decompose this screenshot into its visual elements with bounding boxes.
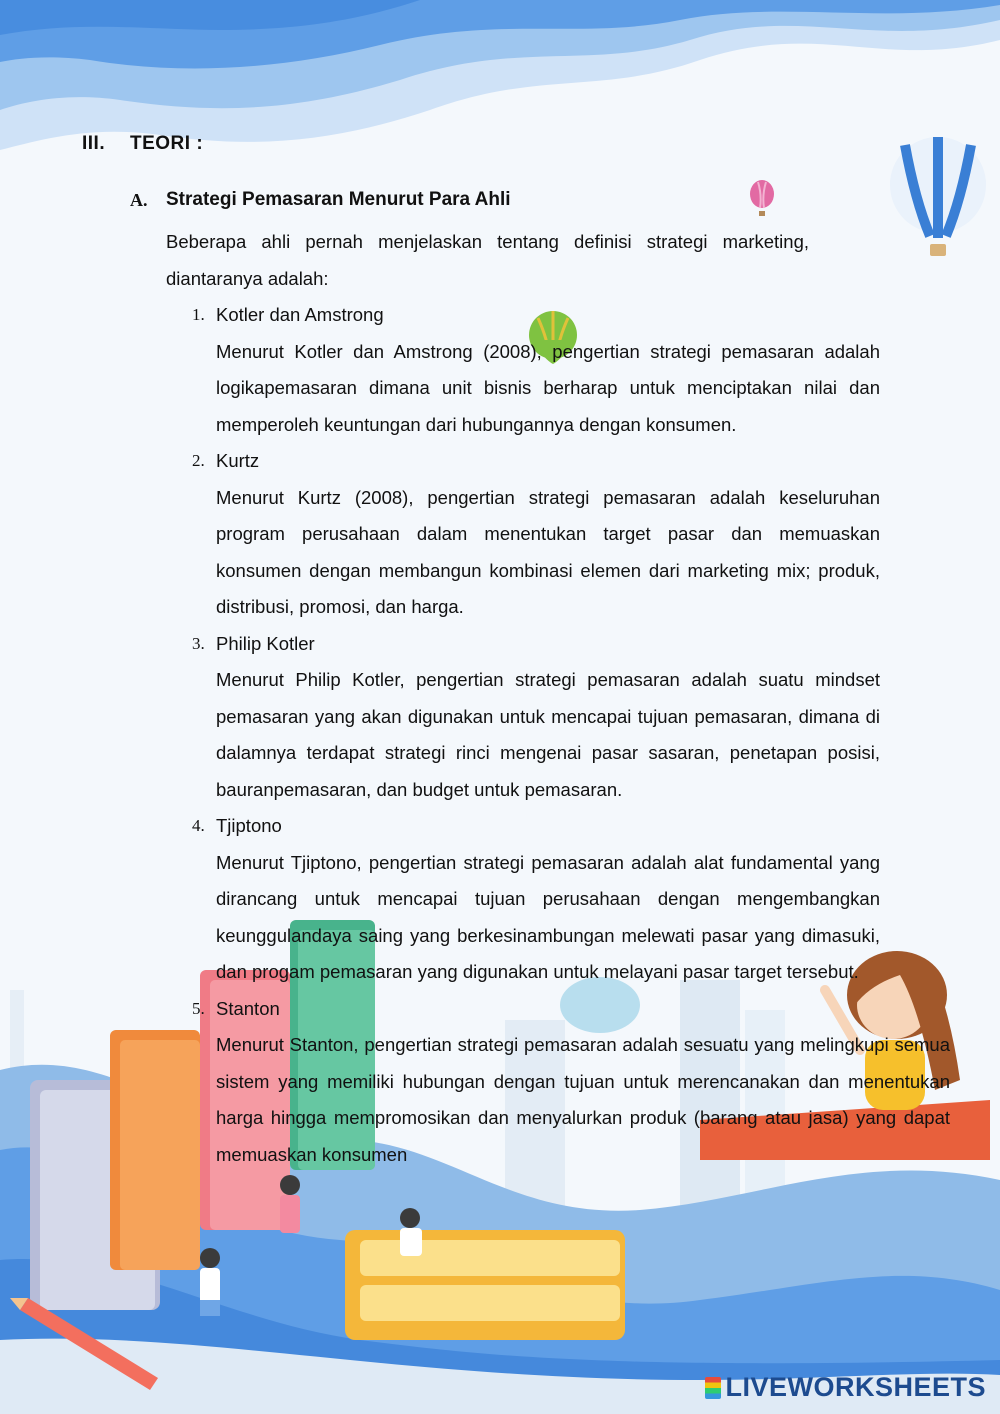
section-number: III.	[82, 133, 106, 154]
item-number: 2.	[192, 451, 205, 470]
watermark-text: LIVEWORKSHEETS	[725, 1372, 986, 1402]
item-number: 1.	[192, 305, 205, 324]
item-description: Menurut Kotler dan Amstrong (2008), pengertian strategi pemasaran adalah logikapemasaran dimana unit bisnis berharap untuk menciptakan nilai dan memperoleh keuntungan dari hubungannya dengan konsumen.	[216, 340, 880, 435]
item-number: 3.	[192, 633, 205, 653]
section-heading	[82, 133, 203, 155]
item-description: Menurut Tjiptono, pengertian strategi pemasaran adalah alat fundamental yang dirancang untuk mencapai tujuan perusahaan dengan mengembangkan keunggulandaya saing yang berkesinambungan melewati pasar yang dimasuki, dan progam pemasaran yang digunakan untuk melayani pasar target tersebut.	[216, 851, 880, 982]
list-item	[192, 297, 880, 443]
item-description: Menurut Stanton, pengertian strategi pemasaran adalah sesuatu yang melingkupi semua sistem yang memiliki hubungan dengan tujuan untuk merencanakan dan menentukan harga hingga mempromosikan dan menyalurkan produk (barang atau jasa) yang dapat memuaskan konsumen	[216, 1034, 950, 1165]
item-name: Tjiptono	[216, 815, 282, 836]
item-name: Kurtz	[216, 450, 260, 471]
item-number: 5.	[192, 998, 205, 1018]
liveworksheets-icon	[705, 1377, 721, 1399]
item-description: Menurut Philip Kotler, pengertian strategi pemasaran adalah suatu mindset pemasaran yang akan digunakan untuk mencapai tujuan pemasaran, dimana di dalamnya terdapat strategi rinci mengenai pasar sasaran, penetapan posisi, bauranpemasaran, dan budget untuk pemasaran.	[216, 669, 880, 800]
subsection-title: Strategi Pemasaran Menurut Para Ahli	[166, 189, 511, 210]
list-item	[192, 808, 880, 991]
subsection-letter: A.	[130, 190, 148, 210]
item-name: Philip Kotler	[216, 632, 315, 654]
item-name: Stanton	[216, 997, 280, 1019]
list-item	[192, 443, 880, 626]
item-name: Kotler dan Amstrong	[216, 304, 384, 325]
watermark-logo	[705, 1372, 986, 1403]
item-description: Menurut Kurtz (2008), pengertian strategi pemasaran adalah keseluruhan program perusahaan dalam menentukan target pasar dan memuaskan konsumen dengan membangun kombinasi elemen dari marketing mix; produk, distribusi, promosi, dan harga.	[216, 486, 880, 617]
list-item	[192, 626, 880, 809]
intro-paragraph: Beberapa ahli pernah menjelaskan tentang definisi strategi marketing, diantaranya adalah:	[166, 231, 809, 289]
section-title: TEORI :	[130, 133, 204, 154]
item-number: 4.	[192, 816, 205, 835]
list-item	[192, 991, 950, 1174]
experts-list	[192, 297, 950, 1173]
